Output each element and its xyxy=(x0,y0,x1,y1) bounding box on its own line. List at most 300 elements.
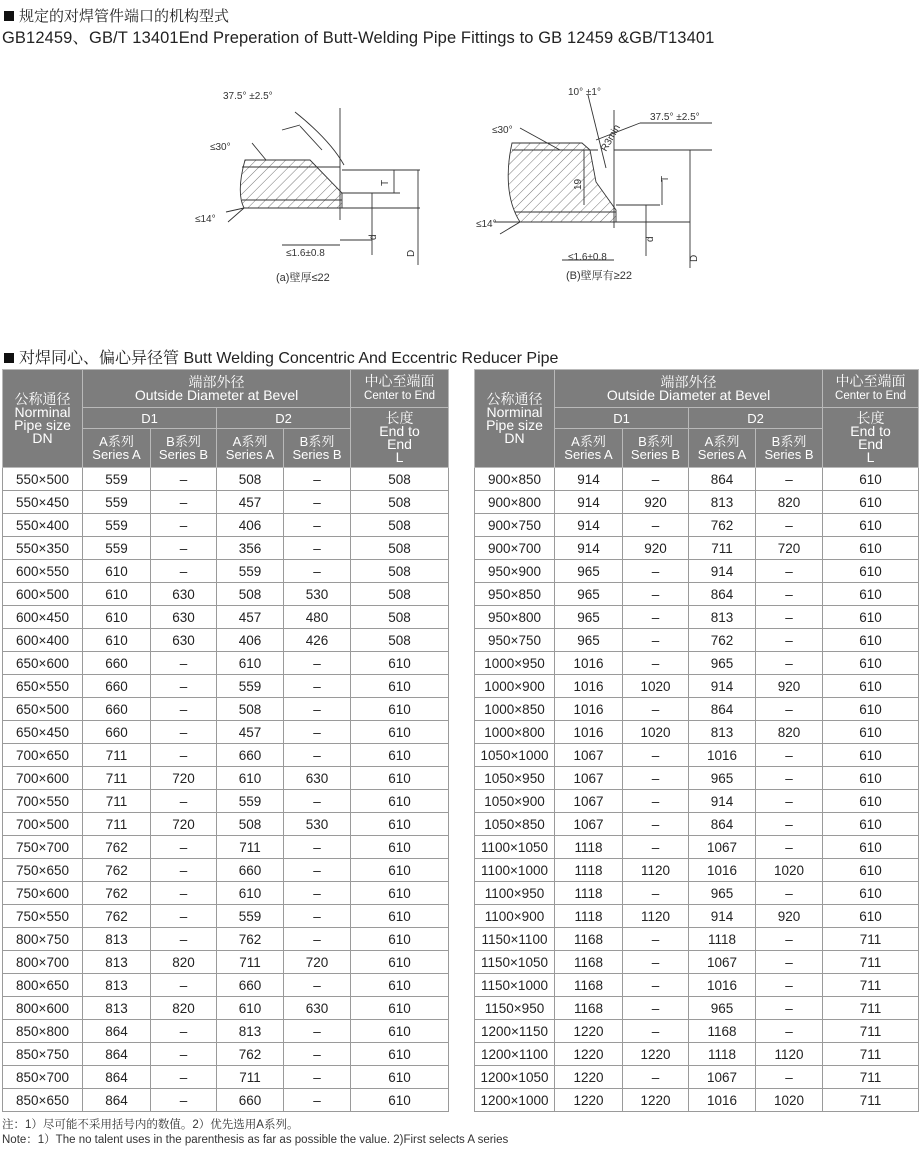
notes xyxy=(2,1118,508,1148)
value-cell: 762 xyxy=(83,882,151,905)
table-row xyxy=(475,882,919,905)
value-cell: – xyxy=(151,744,217,767)
value-cell: 1067 xyxy=(555,790,623,813)
value-cell: 610 xyxy=(823,882,919,905)
value-cell: 1067 xyxy=(689,951,756,974)
table-row xyxy=(475,1066,919,1089)
od-header: 端部外径 Outside Diameter at Bevel xyxy=(555,370,823,408)
value-cell: – xyxy=(623,744,689,767)
value-cell: 1118 xyxy=(555,859,623,882)
dn-cell: 650×500 xyxy=(3,698,83,721)
value-cell: 426 xyxy=(284,629,351,652)
value-cell: 610 xyxy=(823,859,919,882)
value-cell: – xyxy=(284,537,351,560)
value-cell: 610 xyxy=(351,652,449,675)
value-cell: 965 xyxy=(555,583,623,606)
value-cell: 1067 xyxy=(689,1066,756,1089)
value-cell: 457 xyxy=(217,491,284,514)
value-cell: 864 xyxy=(83,1066,151,1089)
value-cell: – xyxy=(151,836,217,859)
dn-cell: 700×550 xyxy=(3,790,83,813)
value-cell: 813 xyxy=(689,491,756,514)
dn-cell: 800×750 xyxy=(3,928,83,951)
value-cell: – xyxy=(284,652,351,675)
value-cell: – xyxy=(756,951,823,974)
value-cell: – xyxy=(756,836,823,859)
table-row xyxy=(475,537,919,560)
value-cell: 610 xyxy=(823,790,919,813)
center-to-end-header: 中心至端面 Center to End xyxy=(823,370,919,408)
value-cell: – xyxy=(756,514,823,537)
dn-cell: 700×500 xyxy=(3,813,83,836)
value-cell: – xyxy=(756,974,823,997)
value-cell: 610 xyxy=(823,767,919,790)
value-cell: 610 xyxy=(823,675,919,698)
value-cell: 820 xyxy=(756,721,823,744)
value-cell: 610 xyxy=(823,583,919,606)
value-cell: – xyxy=(623,997,689,1020)
value-cell: 864 xyxy=(689,813,756,836)
dn-cell: 1000×900 xyxy=(475,675,555,698)
value-cell: 820 xyxy=(151,997,217,1020)
value-cell: 711 xyxy=(823,1043,919,1066)
value-cell: 1220 xyxy=(623,1089,689,1112)
value-cell: 1118 xyxy=(555,836,623,859)
value-cell: 610 xyxy=(351,813,449,836)
value-cell: – xyxy=(284,1089,351,1112)
table-row xyxy=(475,997,919,1020)
value-cell: 864 xyxy=(83,1020,151,1043)
value-cell: 559 xyxy=(83,514,151,537)
root-label-a: ≤1.6±0.8 xyxy=(286,248,325,259)
value-cell: – xyxy=(151,652,217,675)
table-body-right xyxy=(475,468,919,1112)
value-cell: 820 xyxy=(756,491,823,514)
table-row xyxy=(3,698,449,721)
table-header xyxy=(3,370,449,468)
table-row xyxy=(475,652,919,675)
value-cell: 920 xyxy=(623,491,689,514)
value-cell: 813 xyxy=(83,997,151,1020)
value-cell: 1120 xyxy=(623,859,689,882)
big-d-label-a: D xyxy=(406,249,417,257)
value-cell: 1067 xyxy=(555,767,623,790)
value-cell: 610 xyxy=(351,790,449,813)
value-cell: 610 xyxy=(351,951,449,974)
dn-cell: 750×600 xyxy=(3,882,83,905)
dn-cell: 850×800 xyxy=(3,1020,83,1043)
value-cell: 864 xyxy=(689,698,756,721)
section2-title-text: 对焊同心、偏心异径管 Butt Welding Concentric And Eccentric Reducer Pipe xyxy=(19,350,559,367)
value-cell: 711 xyxy=(823,1066,919,1089)
angle-label-a: 37.5° ±2.5° xyxy=(223,91,273,102)
root-label-b: ≤1.6±0.8 xyxy=(568,252,607,263)
table-row xyxy=(475,744,919,767)
table-row xyxy=(3,468,449,491)
angle-label-b: 37.5° ±2.5° xyxy=(650,112,700,123)
value-cell: 914 xyxy=(689,560,756,583)
series-b-header: B系列 Series B xyxy=(756,429,823,468)
le14-label-a: ≤14° xyxy=(195,214,216,225)
d1-header: D1 xyxy=(555,408,689,429)
value-cell: – xyxy=(623,560,689,583)
dn-cell: 1200×1000 xyxy=(475,1089,555,1112)
value-cell: – xyxy=(151,882,217,905)
value-cell: – xyxy=(151,491,217,514)
value-cell: 630 xyxy=(151,629,217,652)
value-cell: – xyxy=(756,1066,823,1089)
value-cell: 1020 xyxy=(756,859,823,882)
table-row xyxy=(3,813,449,836)
value-cell: 610 xyxy=(351,859,449,882)
value-cell: 508 xyxy=(351,514,449,537)
value-cell: 1168 xyxy=(555,997,623,1020)
center-to-end-header: 中心至端面 Center to End xyxy=(351,370,449,408)
value-cell: 1220 xyxy=(555,1020,623,1043)
value-cell: 610 xyxy=(823,905,919,928)
value-cell: 711 xyxy=(83,767,151,790)
value-cell: 610 xyxy=(823,560,919,583)
table-row xyxy=(475,928,919,951)
dn-cell: 550×500 xyxy=(3,468,83,491)
value-cell: 1020 xyxy=(623,675,689,698)
value-cell: 720 xyxy=(756,537,823,560)
series-a-header: A系列 Series A xyxy=(217,429,284,468)
value-cell: 1016 xyxy=(555,721,623,744)
value-cell: 1120 xyxy=(756,1043,823,1066)
value-cell: 864 xyxy=(83,1089,151,1112)
value-cell: 508 xyxy=(351,606,449,629)
value-cell: 920 xyxy=(623,537,689,560)
dn-cell: 1150×1000 xyxy=(475,974,555,997)
value-cell: 813 xyxy=(689,721,756,744)
table-header xyxy=(475,370,919,468)
value-cell: 559 xyxy=(217,560,284,583)
value-cell: – xyxy=(756,468,823,491)
value-cell: – xyxy=(151,974,217,997)
dn-cell: 850×700 xyxy=(3,1066,83,1089)
dn-cell: 900×800 xyxy=(475,491,555,514)
dn-cell: 950×900 xyxy=(475,560,555,583)
value-cell: – xyxy=(151,468,217,491)
value-cell: – xyxy=(284,721,351,744)
value-cell: 711 xyxy=(83,813,151,836)
value-cell: 406 xyxy=(217,514,284,537)
dn-cell: 600×400 xyxy=(3,629,83,652)
value-cell: 1168 xyxy=(689,1020,756,1043)
value-cell: 1016 xyxy=(689,859,756,882)
table-row xyxy=(3,514,449,537)
length-header: 长度 End to End L xyxy=(351,408,449,468)
value-cell: 711 xyxy=(823,928,919,951)
value-cell: – xyxy=(623,629,689,652)
table-row xyxy=(3,905,449,928)
table-row xyxy=(3,652,449,675)
dn-cell: 1000×800 xyxy=(475,721,555,744)
table-row xyxy=(3,1020,449,1043)
value-cell: 630 xyxy=(284,767,351,790)
dn-cell: 900×700 xyxy=(475,537,555,560)
value-cell: 610 xyxy=(823,537,919,560)
value-cell: 559 xyxy=(217,790,284,813)
value-cell: 508 xyxy=(351,468,449,491)
dn-cell: 850×750 xyxy=(3,1043,83,1066)
pipe-wall-b xyxy=(508,143,616,222)
value-cell: 762 xyxy=(83,859,151,882)
value-cell: 660 xyxy=(83,721,151,744)
le30-label-a: ≤30° xyxy=(210,142,231,153)
table-row xyxy=(3,721,449,744)
value-cell: 1118 xyxy=(555,905,623,928)
dn-cell: 1150×950 xyxy=(475,997,555,1020)
value-cell: 711 xyxy=(217,951,284,974)
value-cell: – xyxy=(151,1066,217,1089)
t-label-b: T xyxy=(660,175,671,182)
table-row xyxy=(3,928,449,951)
value-cell: – xyxy=(623,813,689,836)
value-cell: – xyxy=(756,1020,823,1043)
value-cell: 914 xyxy=(689,905,756,928)
value-cell: 920 xyxy=(756,905,823,928)
value-cell: 559 xyxy=(83,491,151,514)
value-cell: 762 xyxy=(217,928,284,951)
value-cell: – xyxy=(756,813,823,836)
table-row xyxy=(3,997,449,1020)
t-label-a: T xyxy=(380,179,391,186)
table-row xyxy=(3,537,449,560)
table-row xyxy=(3,1066,449,1089)
table-row xyxy=(475,675,919,698)
section1-subtitle: GB12459、GB/T 13401End Preperation of Butt-Welding Pipe Fittings to GB 12459 &GB/T13401 xyxy=(2,29,715,47)
value-cell: – xyxy=(284,1020,351,1043)
value-cell: 610 xyxy=(83,560,151,583)
value-cell: 1020 xyxy=(756,1089,823,1112)
dn-cell: 1200×1150 xyxy=(475,1020,555,1043)
section1-title-text: 规定的对焊管件端口的机构型式 xyxy=(19,8,230,25)
dn-cell: 1050×1000 xyxy=(475,744,555,767)
table-row xyxy=(3,836,449,859)
value-cell: 813 xyxy=(83,928,151,951)
note-en: Note：1）The no talent uses in the parenthesis as far as possible the value. 2)First selects A series xyxy=(2,1134,509,1146)
dn-cell: 800×650 xyxy=(3,974,83,997)
value-cell: 965 xyxy=(689,767,756,790)
series-b-header: B系列 Series B xyxy=(284,429,351,468)
value-cell: 711 xyxy=(823,974,919,997)
table-row xyxy=(3,675,449,698)
angle10-label-b: 10° ±1° xyxy=(568,87,601,98)
value-cell: 610 xyxy=(351,1089,449,1112)
dn-cell: 1150×1100 xyxy=(475,928,555,951)
dn-cell: 1000×950 xyxy=(475,652,555,675)
table-row xyxy=(475,629,919,652)
value-cell: 610 xyxy=(217,882,284,905)
dn-cell: 1150×1050 xyxy=(475,951,555,974)
value-cell: 1220 xyxy=(623,1043,689,1066)
value-cell: 508 xyxy=(217,813,284,836)
value-cell: 1016 xyxy=(689,1089,756,1112)
dn-cell: 1100×1000 xyxy=(475,859,555,882)
value-cell: 720 xyxy=(151,767,217,790)
value-cell: – xyxy=(623,606,689,629)
value-cell: 1120 xyxy=(623,905,689,928)
value-cell: 711 xyxy=(217,1066,284,1089)
value-cell: 610 xyxy=(823,629,919,652)
dn-header: 公称通径 Norminal Pipe size DN xyxy=(3,370,83,468)
value-cell: – xyxy=(284,836,351,859)
d-label-b: d xyxy=(645,236,656,242)
table-row xyxy=(3,859,449,882)
value-cell: 610 xyxy=(83,583,151,606)
dn-cell: 1000×850 xyxy=(475,698,555,721)
table-row xyxy=(475,491,919,514)
value-cell: 711 xyxy=(689,537,756,560)
length-header: 长度 End to End L xyxy=(823,408,919,468)
series-a-header: A系列 Series A xyxy=(689,429,756,468)
big-d-label-b: D xyxy=(689,254,700,262)
section1-title xyxy=(4,5,229,26)
dn-cell: 950×750 xyxy=(475,629,555,652)
dn-cell: 1100×1050 xyxy=(475,836,555,859)
value-cell: 813 xyxy=(83,974,151,997)
value-cell: – xyxy=(623,583,689,606)
le30-label-b: ≤30° xyxy=(492,125,513,136)
value-cell: 864 xyxy=(689,583,756,606)
value-cell: – xyxy=(284,1066,351,1089)
value-cell: 610 xyxy=(823,698,919,721)
table-row xyxy=(475,836,919,859)
value-cell: 762 xyxy=(83,836,151,859)
value-cell: 610 xyxy=(351,1043,449,1066)
value-cell: 559 xyxy=(83,537,151,560)
value-cell: 356 xyxy=(217,537,284,560)
value-cell: 762 xyxy=(217,1043,284,1066)
value-cell: 813 xyxy=(83,951,151,974)
dn-cell: 1050×950 xyxy=(475,767,555,790)
d1-header: D1 xyxy=(83,408,217,429)
table-row xyxy=(475,1089,919,1112)
end-preparation-diagram xyxy=(0,72,920,287)
value-cell: – xyxy=(756,560,823,583)
dn-cell: 650×550 xyxy=(3,675,83,698)
value-cell: – xyxy=(623,1020,689,1043)
series-b-header: B系列 Series B xyxy=(151,429,217,468)
table-row xyxy=(3,951,449,974)
value-cell: – xyxy=(284,468,351,491)
value-cell: 508 xyxy=(351,629,449,652)
value-cell: 610 xyxy=(351,997,449,1020)
dn-cell: 1200×1100 xyxy=(475,1043,555,1066)
value-cell: 610 xyxy=(351,974,449,997)
value-cell: 1067 xyxy=(555,813,623,836)
value-cell: – xyxy=(151,537,217,560)
table-body-left xyxy=(3,468,449,1112)
value-cell: 610 xyxy=(351,698,449,721)
value-cell: 1118 xyxy=(689,1043,756,1066)
dn-cell: 700×650 xyxy=(3,744,83,767)
value-cell: – xyxy=(284,928,351,951)
value-cell: – xyxy=(756,583,823,606)
value-cell: 1220 xyxy=(555,1089,623,1112)
value-cell: 508 xyxy=(351,583,449,606)
value-cell: – xyxy=(756,882,823,905)
value-cell: 457 xyxy=(217,606,284,629)
value-cell: 864 xyxy=(689,468,756,491)
value-cell: 1220 xyxy=(555,1066,623,1089)
value-cell: – xyxy=(623,1066,689,1089)
table-row xyxy=(475,859,919,882)
dn-cell: 650×450 xyxy=(3,721,83,744)
table-row xyxy=(475,514,919,537)
value-cell: 711 xyxy=(823,1089,919,1112)
dn-cell: 750×550 xyxy=(3,905,83,928)
value-cell: – xyxy=(151,928,217,951)
value-cell: 610 xyxy=(823,836,919,859)
value-cell: 610 xyxy=(217,997,284,1020)
value-cell: 610 xyxy=(823,514,919,537)
value-cell: 610 xyxy=(823,744,919,767)
value-cell: 660 xyxy=(217,744,284,767)
dn-cell: 1100×900 xyxy=(475,905,555,928)
value-cell: 660 xyxy=(217,859,284,882)
value-cell: 559 xyxy=(217,675,284,698)
value-cell: 711 xyxy=(823,951,919,974)
note-cn: 注：1）尽可能不采用括号内的数值。2）优先选用A系列。 xyxy=(2,1119,299,1131)
value-cell: 406 xyxy=(217,629,284,652)
dn-cell: 1100×950 xyxy=(475,882,555,905)
value-cell: – xyxy=(284,514,351,537)
d2-header: D2 xyxy=(689,408,823,429)
value-cell: 920 xyxy=(756,675,823,698)
caption-a: (a)壁厚≤22 xyxy=(276,272,330,284)
value-cell: – xyxy=(284,560,351,583)
table-row xyxy=(475,721,919,744)
value-cell: 508 xyxy=(217,583,284,606)
value-cell: 813 xyxy=(689,606,756,629)
value-cell: 610 xyxy=(217,652,284,675)
dn-cell: 800×600 xyxy=(3,997,83,1020)
value-cell: 965 xyxy=(689,882,756,905)
value-cell: 660 xyxy=(217,1089,284,1112)
value-cell: 610 xyxy=(823,652,919,675)
dn-cell: 700×600 xyxy=(3,767,83,790)
dn-cell: 1200×1050 xyxy=(475,1066,555,1089)
dn-cell: 950×850 xyxy=(475,583,555,606)
value-cell: – xyxy=(284,974,351,997)
dn-cell: 1050×850 xyxy=(475,813,555,836)
value-cell: 965 xyxy=(689,997,756,1020)
table-row xyxy=(3,1089,449,1112)
od-header: 端部外径 Outside Diameter at Bevel xyxy=(83,370,351,408)
table-row xyxy=(3,974,449,997)
value-cell: 610 xyxy=(823,813,919,836)
value-cell: – xyxy=(756,606,823,629)
dn-cell: 550×450 xyxy=(3,491,83,514)
value-cell: 610 xyxy=(351,928,449,951)
value-cell: 820 xyxy=(151,951,217,974)
value-cell: – xyxy=(284,675,351,698)
value-cell: 610 xyxy=(351,1020,449,1043)
value-cell: 914 xyxy=(555,514,623,537)
value-cell: 914 xyxy=(555,468,623,491)
dn-cell: 900×750 xyxy=(475,514,555,537)
table-row xyxy=(3,629,449,652)
value-cell: 457 xyxy=(217,721,284,744)
value-cell: – xyxy=(623,514,689,537)
d2-header: D2 xyxy=(217,408,351,429)
dn-cell: 950×800 xyxy=(475,606,555,629)
table-row xyxy=(3,882,449,905)
value-cell: 762 xyxy=(689,514,756,537)
